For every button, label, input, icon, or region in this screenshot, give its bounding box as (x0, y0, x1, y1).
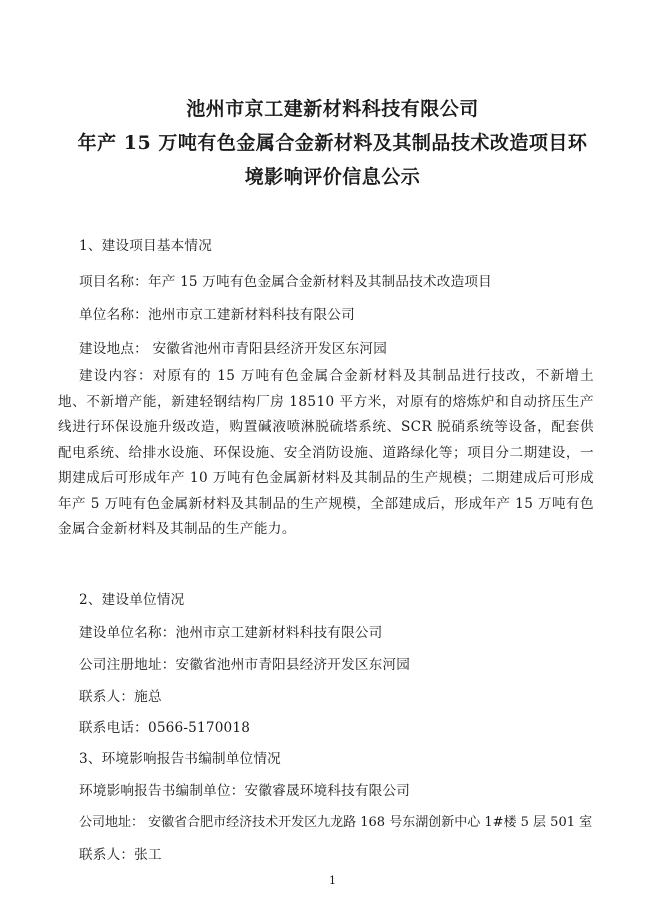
report-unit: 环境影响报告书编制单位：安徽睿晟环境科技有限公司 (79, 783, 411, 799)
section-2-heading: 2、建设单位情况 (79, 592, 185, 608)
company-title: 池州市京工建新材料科技有限公司 (186, 98, 479, 120)
report-unit-address: 公司地址： 安徽省合肥市经济技术开发区九龙路 168 号东湖创新中心 1#楼 5 层 501 室 (79, 815, 593, 830)
project-title-line-1: 年产 15 万吨有色金属合金新材料及其制品技术改造项目环 (77, 132, 588, 154)
section-1-heading: 1、建设项目基本情况 (79, 238, 212, 254)
construction-location: 建设地点： 安徽省池州市青阳县经济开发区东河园 (79, 341, 387, 357)
construction-content: 建设内容：对原有的 15 万吨有色金属合金新材料及其制品进行技改，不新增土地、不新增产能，新建轻钢结构厂房 18510 平方米，对原有的熔炼炉和自动挤压生产线进行环保设施升级改造，购置碱液喷淋脱硫塔系统、SCR 脱硝系统等设备，配套供配电系统、给排水设施、环保设施、安全消防设施、道路绿化等；项目分二期建设，一期建成后可形成年产 10 万吨有色金属新材料及其制品的生产规模；二期建成后可形成年产 5 万吨有色金属新材料及其制品的生产规模，全部建成后，形成年产 15 万吨有色金属合金新材料及其制品的生产能力。 (58, 368, 594, 537)
builder-phone: 联系电话：0566-5170018 (79, 720, 251, 736)
builder-contact: 联系人：施总 (79, 689, 162, 705)
registered-address: 公司注册地址：安徽省池州市青阳县经济开发区东河园 (79, 657, 411, 673)
section-3-heading: 3、环境影响报告书编制单位情况 (79, 751, 281, 767)
project-name: 项目名称：年产 15 万吨有色金属合金新材料及其制品技术改造项目 (79, 274, 492, 290)
page-number: 1 (329, 874, 336, 887)
project-title-line-2: 境影响评价信息公示 (244, 166, 421, 188)
builder-unit-name: 建设单位名称：池州市京工建新材料科技有限公司 (79, 625, 383, 641)
unit-name: 单位名称：池州市京工建新材料科技有限公司 (79, 307, 355, 323)
report-unit-contact: 联系人：张工 (79, 847, 162, 863)
